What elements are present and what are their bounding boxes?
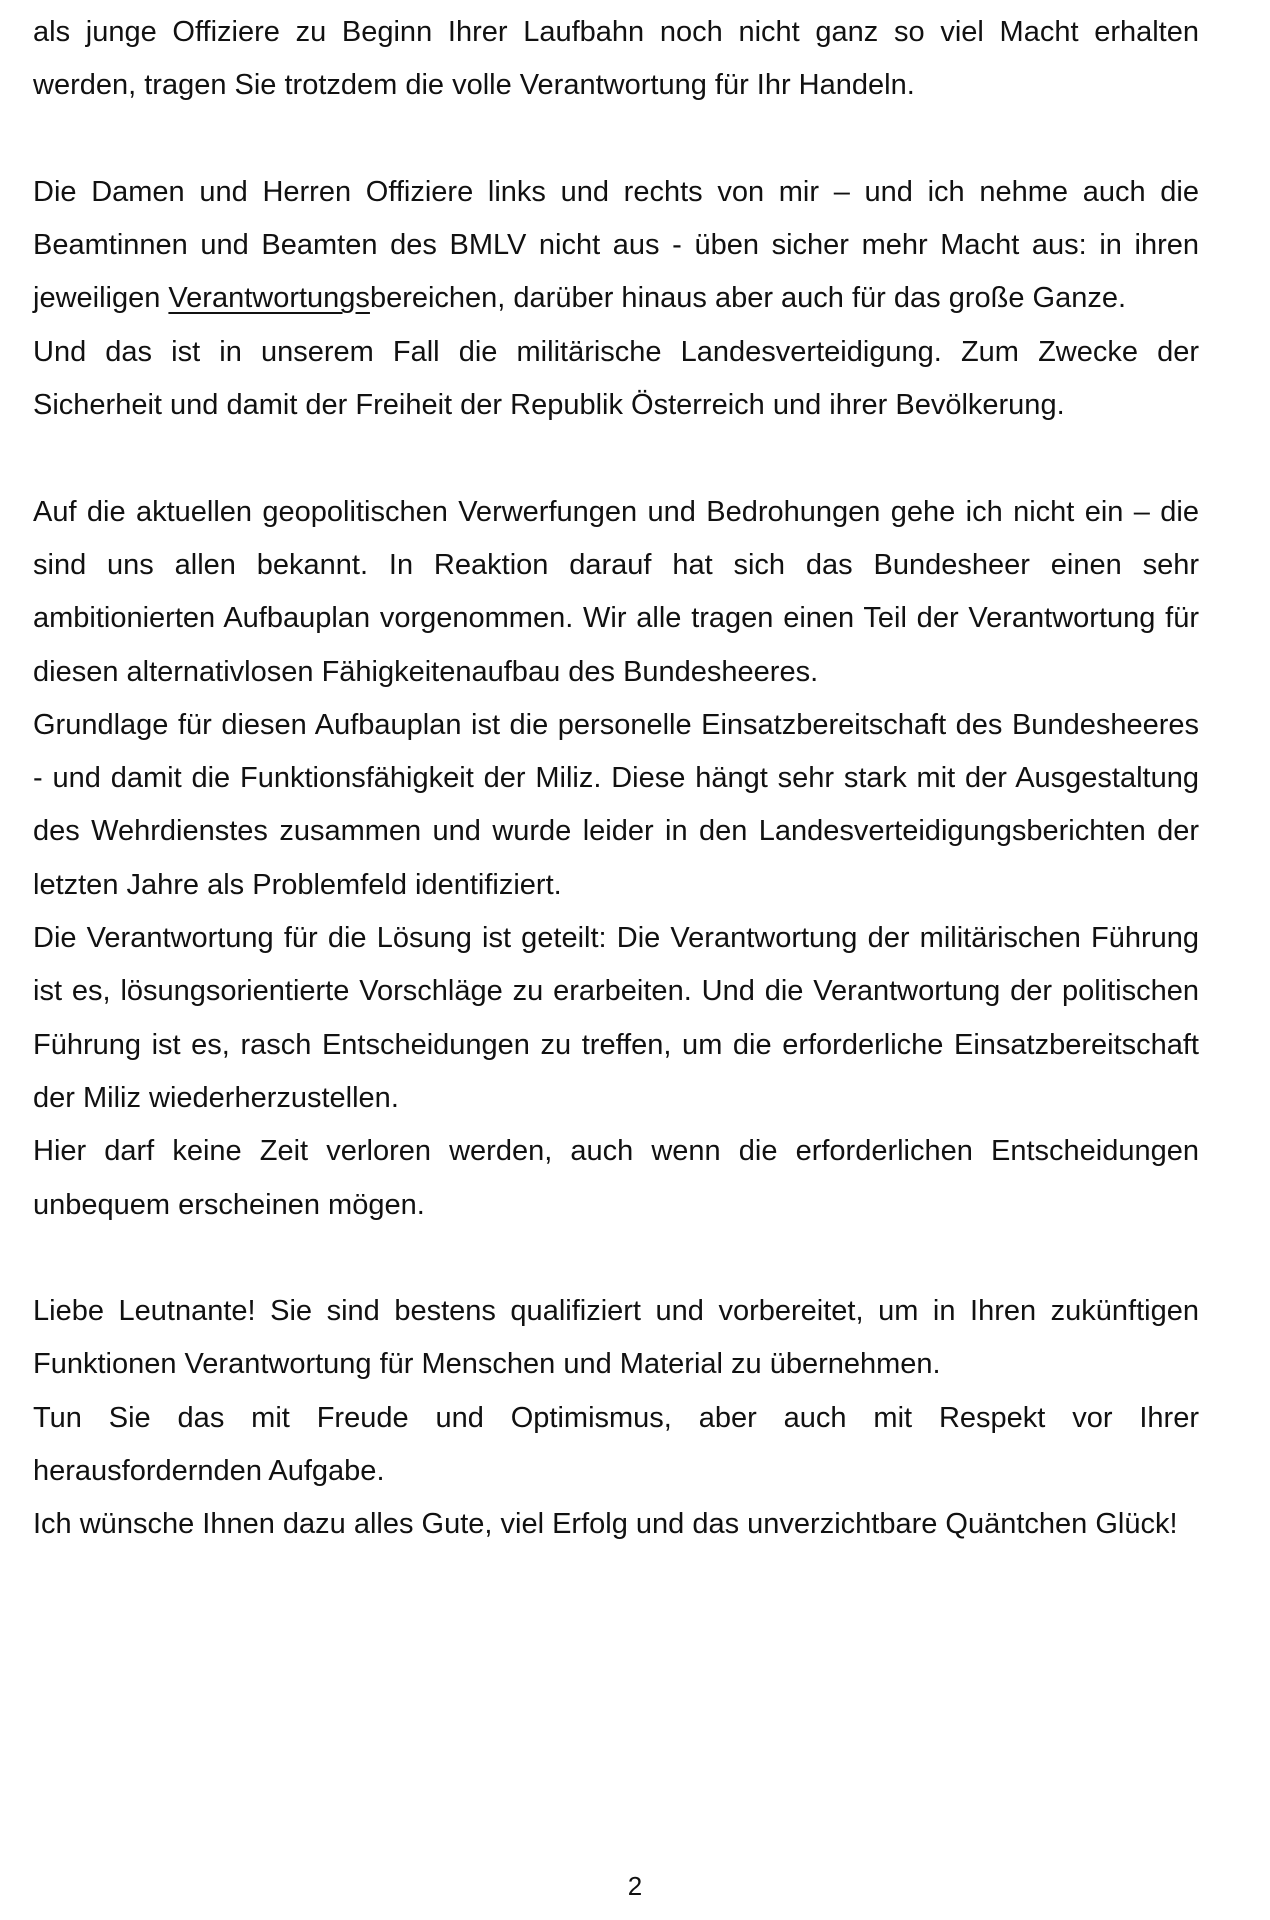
paragraph-9: Tun Sie das mit Freude und Optimismus, aber auch mit Respekt vor Ihrer herausfordernden Aufgabe. bbox=[33, 1401, 1199, 1488]
paragraph-spacer bbox=[33, 432, 1199, 485]
paragraph-2-text-end: bereichen, darüber hinaus aber auch für das große Ganze. bbox=[369, 282, 1127, 315]
paragraph-spacer bbox=[33, 113, 1199, 166]
paragraph-5: Grundlage für diesen Aufbauplan ist die personelle Einsatzbereitschaft des Bundesheeres - und damit die Funktionsfähigkeit der Miliz. Diese hängt sehr stark mit der Ausgestaltung des Wehrdienstes zusammen und wurde leider in den Landesverteidigungsberichten der letzten Jahre als Problemfeld identifiziert. bbox=[33, 708, 1199, 901]
paragraph-8: Liebe Leutnante! Sie sind bestens qualifiziert und vorbereitet, um in Ihren zukünftigen Funktionen Verantwortung für Menschen und Material zu übernehmen. bbox=[33, 1295, 1199, 1381]
paragraph-1: als junge Offiziere zu Beginn Ihrer Laufbahn noch nicht ganz so viel Macht erhalten werden, tragen Sie trotzdem die volle Verantwortung für Ihr Handeln. bbox=[33, 16, 1199, 102]
paragraph-4: Auf die aktuellen geopolitischen Verwerfungen und Bedrohungen gehe ich nicht ein – die sind uns allen bekannt. In Reaktion darauf hat sich das Bundesheer einen sehr ambitionierten Aufbauplan vorgenommen. Wir alle tragen einen Teil der Verantwortung für diesen alternativlosen Fähigkeitenaufbau des Bundesheeres. bbox=[33, 495, 1199, 688]
document-body bbox=[33, 6, 1199, 1552]
underlined-word: Verantwortungs bbox=[168, 282, 370, 315]
page-number: 2 bbox=[627, 1871, 643, 1901]
paragraph-10: Ich wünsche Ihnen dazu alles Gute, viel Erfolg und das unverzichtbare Quäntchen Glück! bbox=[33, 1508, 1178, 1541]
paragraph-2-text-start: Die Damen und Herren Offiziere links und rechts von mir – und ich nehme auch die Beamtinnen und Beamten des BMLV nicht aus - üben sicher mehr Macht aus: in ihren jeweiligen bbox=[33, 175, 1199, 315]
paragraph-spacer bbox=[33, 1232, 1199, 1285]
paragraph-2 bbox=[33, 166, 1199, 326]
paragraph-6: Die Verantwortung für die Lösung ist geteilt: Die Verantwortung der militärischen Führung ist es, lösungsorientierte Vorschläge zu erarbeiten. Und die Verantwortung der politischen Führung ist es, rasch Entscheidungen zu treffen, um die erforderliche Einsatzbereitschaft der Miliz wiederherzustellen. bbox=[33, 922, 1199, 1114]
paragraph-3: Und das ist in unserem Fall die militärische Landesverteidigung. Zum Zwecke der Sicherheit und damit der Freiheit der Republik Österreich und ihrer Bevölkerung. bbox=[33, 335, 1199, 422]
paragraph-7: Hier darf keine Zeit verloren werden, auch wenn die erforderlichen Entscheidungen unbequem erscheinen mögen. bbox=[33, 1135, 1199, 1221]
